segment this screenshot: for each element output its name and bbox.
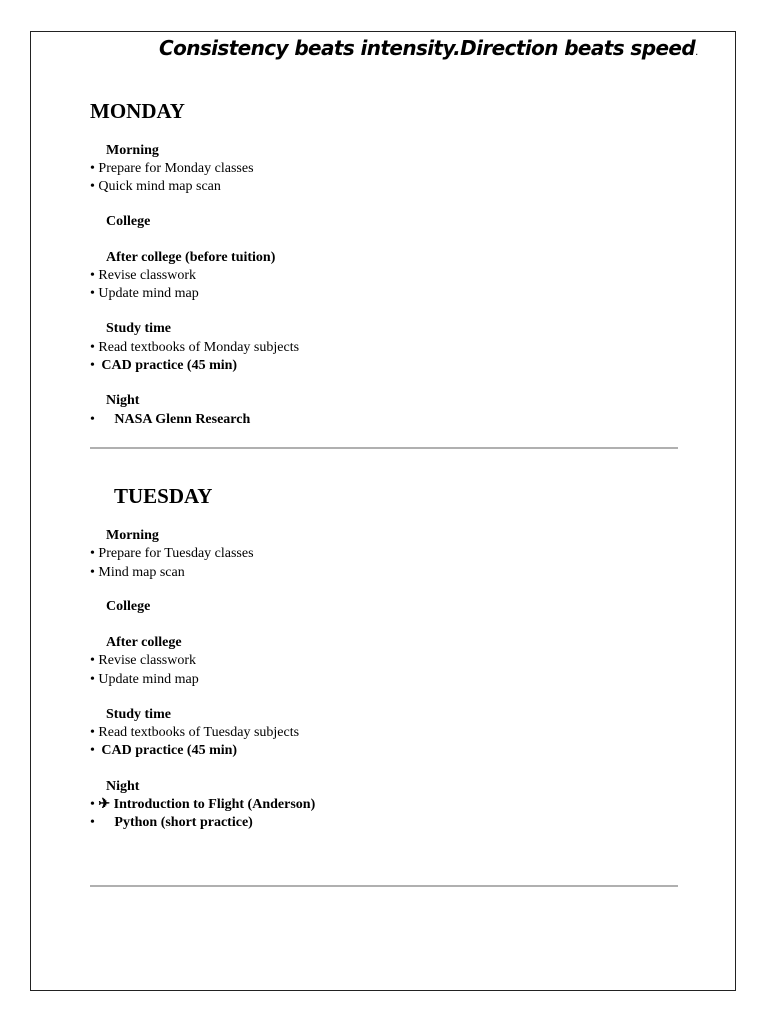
tuesday-python-practice: Python (short practice): [114, 815, 253, 830]
tuesday-morning-heading: Morning: [106, 528, 159, 543]
section-divider: [90, 885, 678, 887]
section-divider: [90, 447, 678, 449]
monday-night-heading: Night: [106, 393, 140, 408]
tuesday-study-item: • Read textbooks of Tuesday subjects: [90, 725, 300, 740]
monday-night-item: [90, 411, 250, 429]
monday-cad-practice: CAD practice (45 min): [101, 358, 238, 373]
tuesday-study-item: [90, 742, 237, 760]
monday-morning-item: • Quick mind map scan: [90, 179, 221, 194]
tuesday-after-college-item: • Update mind map: [90, 672, 199, 687]
tuesday-cad-practice: CAD practice (45 min): [101, 743, 238, 758]
monday-college-heading: College: [106, 214, 151, 229]
bullet: •: [90, 743, 95, 758]
bullet: •: [90, 815, 95, 830]
monday-morning-item: • Prepare for Monday classes: [90, 161, 254, 176]
bullet: •: [90, 358, 95, 373]
tuesday-flight-book: ✈ Introduction to Flight (Anderson): [98, 797, 316, 812]
tuesday-night-item: [90, 796, 315, 814]
tuesday-after-college-heading: After college: [106, 635, 182, 650]
monday-after-college-item: • Update mind map: [90, 286, 199, 301]
tuesday-college-heading: College: [106, 599, 151, 614]
monday-morning-heading: Morning: [106, 143, 159, 158]
tuesday-heading: TUESDAY: [114, 484, 213, 508]
monday-study-heading: Study time: [106, 321, 171, 336]
tuesday-morning-item: • Mind map scan: [90, 565, 185, 580]
motto-quote: [159, 36, 698, 60]
monday-nasa-research: NASA Glenn Research: [114, 412, 251, 427]
tuesday-night-item: [90, 814, 253, 832]
bullet: •: [90, 412, 95, 427]
motto-text: Consistency beats intensity.Direction beats speed: [159, 36, 696, 60]
tuesday-night-heading: Night: [106, 779, 140, 794]
motto-trailing-dot: .: [695, 47, 699, 58]
monday-study-item: [90, 357, 237, 375]
monday-after-college-item: • Revise classwork: [90, 268, 196, 283]
tuesday-morning-item: • Prepare for Tuesday classes: [90, 546, 254, 561]
bullet: •: [90, 797, 95, 812]
tuesday-study-heading: Study time: [106, 707, 171, 722]
monday-heading: MONDAY: [90, 99, 185, 123]
tuesday-after-college-item: • Revise classwork: [90, 653, 196, 668]
monday-study-item: • Read textbooks of Monday subjects: [90, 340, 300, 355]
monday-after-college-heading: After college (before tuition): [106, 250, 276, 265]
